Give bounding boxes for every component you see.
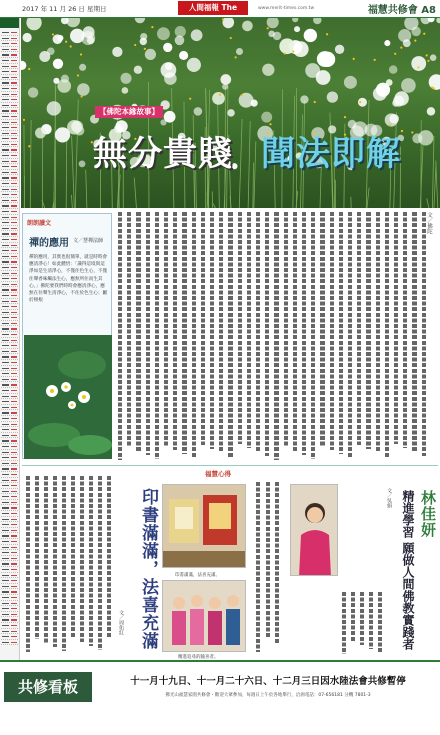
- flower-blossom: [293, 41, 309, 57]
- text-line: [403, 212, 407, 448]
- flower-blossom: [175, 26, 186, 37]
- text-line: [136, 212, 140, 451]
- text-column: [180, 212, 189, 462]
- text-line: [266, 482, 270, 639]
- flower-center: [427, 60, 429, 62]
- text-line: [89, 476, 93, 646]
- text-column: [355, 212, 364, 462]
- text-column: [291, 212, 300, 462]
- box-body-text: 禪的應用，其實也很簡單，就是時時會應清淨心！如此體悟：「識得這境與這淨如是生清淨心，不僅住色生心，不僅住聲香味觸法生心，應無所住而生其心。」佛陀要我們時時會應清淨心，應無在住聲生清淨心，不住於色生心；屬於頓根: [29, 255, 108, 304]
- flower-center: [230, 37, 232, 39]
- text-column: [245, 212, 254, 462]
- white-flowers-illustration: [21, 18, 440, 208]
- flower-center: [77, 74, 79, 76]
- flower-stem: [134, 178, 136, 208]
- text-column: [217, 212, 226, 462]
- text-column: [383, 212, 392, 462]
- flower-center: [28, 145, 30, 147]
- flower-stem: [212, 191, 213, 208]
- flower-center: [70, 45, 72, 47]
- text-line: [127, 212, 131, 447]
- lily-pond-photo: [24, 335, 112, 459]
- flower-blossom: [335, 45, 344, 54]
- flower-blossom: [418, 130, 433, 145]
- text-line: [394, 212, 398, 444]
- text-line: [311, 212, 315, 459]
- lower-left-author: 文／周佑紅: [118, 610, 124, 635]
- text-line: [274, 212, 278, 460]
- text-line: [35, 476, 39, 639]
- flower-stem: [75, 99, 78, 208]
- text-line: [26, 476, 30, 652]
- flower-blossom: [55, 127, 70, 142]
- flower-center: [134, 44, 136, 46]
- text-line: [265, 212, 269, 456]
- text-line: [256, 212, 260, 452]
- portrait-icon: [291, 485, 338, 576]
- flower-stem: [86, 170, 87, 208]
- text-line: [44, 476, 48, 643]
- page-header: [0, 0, 440, 18]
- flower-blossom: [436, 18, 440, 23]
- books-display-photo: [162, 484, 246, 568]
- flower-blossom: [220, 74, 231, 85]
- text-line: [201, 212, 205, 445]
- text-column: [346, 212, 355, 462]
- flower-blossom: [140, 38, 147, 45]
- flower-blossom: [268, 31, 275, 38]
- stock-listing-sidebar: [0, 18, 20, 660]
- text-column: [318, 212, 327, 462]
- flower-stem: [254, 141, 256, 208]
- flower-blossom: [317, 51, 333, 67]
- flower-blossom: [135, 18, 146, 23]
- flower-center: [326, 33, 328, 35]
- text-line: [378, 592, 382, 653]
- flower-blossom: [398, 29, 411, 42]
- flower-blossom: [175, 36, 185, 46]
- text-line: [412, 212, 416, 452]
- flower-stem: [432, 136, 434, 208]
- flower-center: [81, 95, 83, 97]
- text-line: [366, 212, 370, 449]
- text-column: [236, 212, 245, 462]
- flower-center: [374, 59, 376, 61]
- section-label: 福慧心得: [205, 470, 231, 478]
- flower-blossom: [300, 95, 308, 103]
- text-line: [385, 212, 389, 457]
- sidebar-header: [0, 18, 19, 28]
- flower-stem: [72, 136, 75, 208]
- text-column: [272, 212, 281, 462]
- footer-label: 共修看板: [4, 672, 92, 702]
- lower-right-caption-column: [254, 482, 284, 658]
- text-line: [182, 212, 186, 454]
- flower-center: [219, 94, 221, 96]
- text-line: [351, 592, 355, 641]
- flower-center: [394, 53, 396, 55]
- flower-blossom: [164, 72, 177, 85]
- flower-blossom: [261, 112, 272, 123]
- text-line: [164, 212, 168, 446]
- text-line: [146, 212, 150, 455]
- text-line: [98, 476, 102, 650]
- flower-blossom: [21, 61, 26, 70]
- flower-blossom: [236, 48, 243, 55]
- flower-center: [344, 116, 346, 118]
- text-column: [153, 212, 162, 462]
- flower-stem: [66, 140, 67, 208]
- flower-blossom: [79, 160, 86, 167]
- flower-stem: [230, 196, 231, 208]
- text-line: [357, 212, 361, 445]
- text-line: [293, 212, 297, 451]
- headline-part-1: 無分貴賤: [93, 134, 233, 174]
- flower-center: [353, 58, 355, 60]
- flower-blossom: [120, 73, 131, 84]
- flower-center: [433, 87, 435, 89]
- flower-blossom: [53, 59, 63, 69]
- flower-center: [400, 46, 402, 48]
- water-lily-icon: [24, 335, 112, 459]
- text-column: [263, 212, 272, 462]
- books-icon: [163, 485, 246, 568]
- flower-blossom: [313, 18, 321, 24]
- text-line: [71, 476, 75, 638]
- stock-row: [1, 640, 18, 646]
- lower-left-body: [24, 476, 114, 656]
- text-line: [348, 212, 352, 458]
- flower-center: [23, 119, 25, 121]
- text-line: [330, 212, 334, 450]
- banner-image: [21, 18, 440, 208]
- flower-stem: [248, 121, 250, 208]
- lower-right-author: 文／吳娟: [386, 488, 392, 508]
- group-photo: [162, 580, 246, 652]
- text-line: [228, 212, 232, 457]
- text-line: [369, 592, 373, 649]
- text-line: [107, 476, 111, 637]
- flower-blossom: [179, 51, 188, 60]
- flower-blossom: [47, 101, 61, 115]
- text-line: [53, 476, 57, 647]
- flower-blossom: [305, 63, 320, 78]
- flower-blossom: [304, 29, 317, 42]
- flower-center: [269, 123, 271, 125]
- flower-blossom: [242, 21, 253, 32]
- flower-stem: [367, 188, 369, 208]
- text-line: [80, 476, 84, 642]
- flower-blossom: [239, 93, 254, 108]
- flower-blossom: [427, 107, 435, 115]
- text-column: [254, 212, 263, 462]
- flower-center: [52, 33, 54, 35]
- flower-blossom: [187, 58, 201, 72]
- text-column: [374, 212, 383, 462]
- flower-blossom: [327, 91, 338, 102]
- flower-blossom: [227, 109, 234, 116]
- flower-blossom: [22, 33, 31, 42]
- text-line: [256, 482, 260, 652]
- text-column: [309, 212, 318, 462]
- section-divider: [22, 465, 438, 466]
- flower-blossom: [112, 47, 122, 57]
- section-title: 福慧共修會 A8: [367, 5, 436, 16]
- text-column: [134, 212, 143, 462]
- flower-blossom: [267, 18, 279, 28]
- flower-blossom: [47, 48, 55, 56]
- flower-blossom: [421, 18, 431, 24]
- flower-stem: [213, 204, 215, 208]
- flower-blossom: [262, 64, 274, 76]
- flower-center: [401, 130, 403, 132]
- flower-blossom: [57, 35, 63, 41]
- flower-center: [423, 33, 425, 35]
- flower-center: [314, 101, 316, 103]
- text-column: [410, 212, 419, 462]
- flower-blossom: [122, 87, 129, 94]
- box-author: 文／慧禪法師: [73, 238, 104, 244]
- flower-center: [28, 68, 30, 70]
- footer-info: 佛光山福慧家園共修會・歡迎大眾參加，每週日上午於各地舉行，洽詢電話：07-656181 分機 7801-3: [165, 693, 371, 698]
- flower-blossom: [385, 113, 398, 126]
- text-line: [118, 212, 122, 460]
- text-column: [420, 212, 429, 462]
- text-line: [284, 212, 288, 447]
- text-column: [392, 212, 401, 462]
- flower-center: [284, 52, 286, 54]
- story-series-tag: 【佛陀本緣故事】: [95, 106, 163, 118]
- text-column: [364, 212, 373, 462]
- text-column: [226, 212, 235, 462]
- main-article-body: [116, 212, 438, 464]
- text-column: [208, 212, 217, 462]
- flower-blossom: [222, 18, 234, 28]
- text-line: [173, 212, 177, 450]
- flower-center: [222, 18, 224, 20]
- flower-blossom: [376, 83, 390, 97]
- flower-center: [144, 48, 146, 50]
- text-line: [376, 212, 380, 453]
- text-line: [422, 212, 426, 456]
- text-column: [300, 212, 309, 462]
- flower-blossom: [145, 49, 156, 60]
- flower-blossom: [212, 92, 225, 105]
- text-column: [282, 212, 291, 462]
- text-line: [247, 212, 251, 448]
- flower-stem: [71, 195, 72, 208]
- flower-stem: [239, 119, 242, 208]
- flower-center: [411, 131, 413, 133]
- flower-center: [414, 40, 416, 42]
- text-line: [210, 212, 214, 449]
- flower-center: [426, 54, 428, 56]
- text-column: [337, 212, 346, 462]
- text-line: [302, 212, 306, 455]
- text-line: [62, 476, 66, 651]
- flower-blossom: [401, 78, 416, 93]
- flower-blossom: [28, 87, 38, 97]
- flower-center: [241, 94, 243, 96]
- main-article-author: 文／佛陀: [426, 212, 432, 234]
- text-column: [116, 212, 125, 462]
- flower-stem: [434, 164, 436, 208]
- flower-blossom: [81, 31, 95, 45]
- text-column: [199, 212, 208, 462]
- flower-center: [417, 66, 419, 68]
- flower-center: [189, 98, 191, 100]
- website-url[interactable]: www.merit-times.com.tw: [258, 6, 315, 11]
- text-line: [192, 212, 196, 458]
- text-line: [155, 212, 159, 459]
- box-title: 禪的應用: [29, 238, 69, 249]
- flower-center: [267, 27, 269, 29]
- lower-right-subtitle: 精進學習 願做人間佛教實踐者: [401, 490, 415, 651]
- flower-center: [235, 56, 237, 58]
- text-column: [144, 212, 153, 462]
- flower-blossom: [163, 43, 172, 52]
- flower-blossom: [157, 27, 170, 40]
- flower-center: [292, 50, 294, 52]
- flower-blossom: [411, 56, 426, 71]
- flower-stem: [30, 120, 31, 208]
- flower-blossom: [57, 79, 71, 93]
- flower-blossom: [160, 119, 166, 125]
- text-line: [238, 212, 242, 444]
- lower-left-headline: 印書滿滿，法喜充滿: [138, 488, 158, 650]
- footer-notice-board: [0, 660, 440, 735]
- text-line: [342, 592, 346, 654]
- people-icon: [163, 581, 246, 652]
- photo-caption-2: 精進追尋的隨喜者。: [178, 655, 219, 660]
- footer-announcement: 十一月十九日、十一月二十六日、十二月三日因水陸法會共修暫停: [130, 676, 406, 687]
- text-line: [219, 212, 223, 453]
- flower-blossom: [134, 66, 142, 74]
- lower-right-name: 林佳妍: [419, 490, 437, 538]
- text-column: [328, 212, 337, 462]
- flower-blossom: [191, 29, 203, 41]
- flower-stem: [253, 163, 254, 208]
- text-line: [275, 482, 279, 643]
- headline-part-2: 聞法即解: [261, 134, 401, 174]
- flower-blossom: [430, 54, 437, 61]
- portrait-photo: [290, 484, 338, 576]
- text-line: [339, 212, 343, 454]
- issue-date: 2017 年 11 月 26 日 星期日: [22, 5, 107, 13]
- flower-blossom: [294, 26, 300, 32]
- flower-center: [151, 26, 153, 28]
- text-column: [125, 212, 134, 462]
- flower-center: [80, 53, 82, 55]
- flower-blossom: [344, 76, 357, 89]
- lower-right-body: [340, 592, 384, 656]
- flower-blossom: [79, 64, 86, 71]
- text-column: [171, 212, 180, 462]
- text-column: [401, 212, 410, 462]
- text-column: [162, 212, 171, 462]
- flower-blossom: [384, 40, 390, 46]
- flower-center: [359, 101, 361, 103]
- flower-stem: [427, 198, 429, 208]
- newspaper-logo[interactable]: 人間福報 The: [178, 1, 248, 15]
- photo-caption-1: 印書滿滿，法喜充滿。: [175, 573, 220, 578]
- text-line: [320, 212, 324, 446]
- flower-blossom: [394, 91, 408, 105]
- flower-blossom: [389, 65, 397, 73]
- flower-center: [65, 41, 67, 43]
- flower-blossom: [26, 18, 41, 30]
- flower-blossom: [292, 18, 298, 22]
- flower-blossom: [35, 128, 46, 139]
- text-line: [360, 592, 364, 645]
- box-kicker: 朗朗讀文: [27, 220, 52, 227]
- flower-blossom: [194, 107, 203, 116]
- flower-blossom: [75, 126, 84, 135]
- flower-blossom: [53, 78, 59, 84]
- text-column: [190, 212, 199, 462]
- flower-blossom: [77, 83, 90, 96]
